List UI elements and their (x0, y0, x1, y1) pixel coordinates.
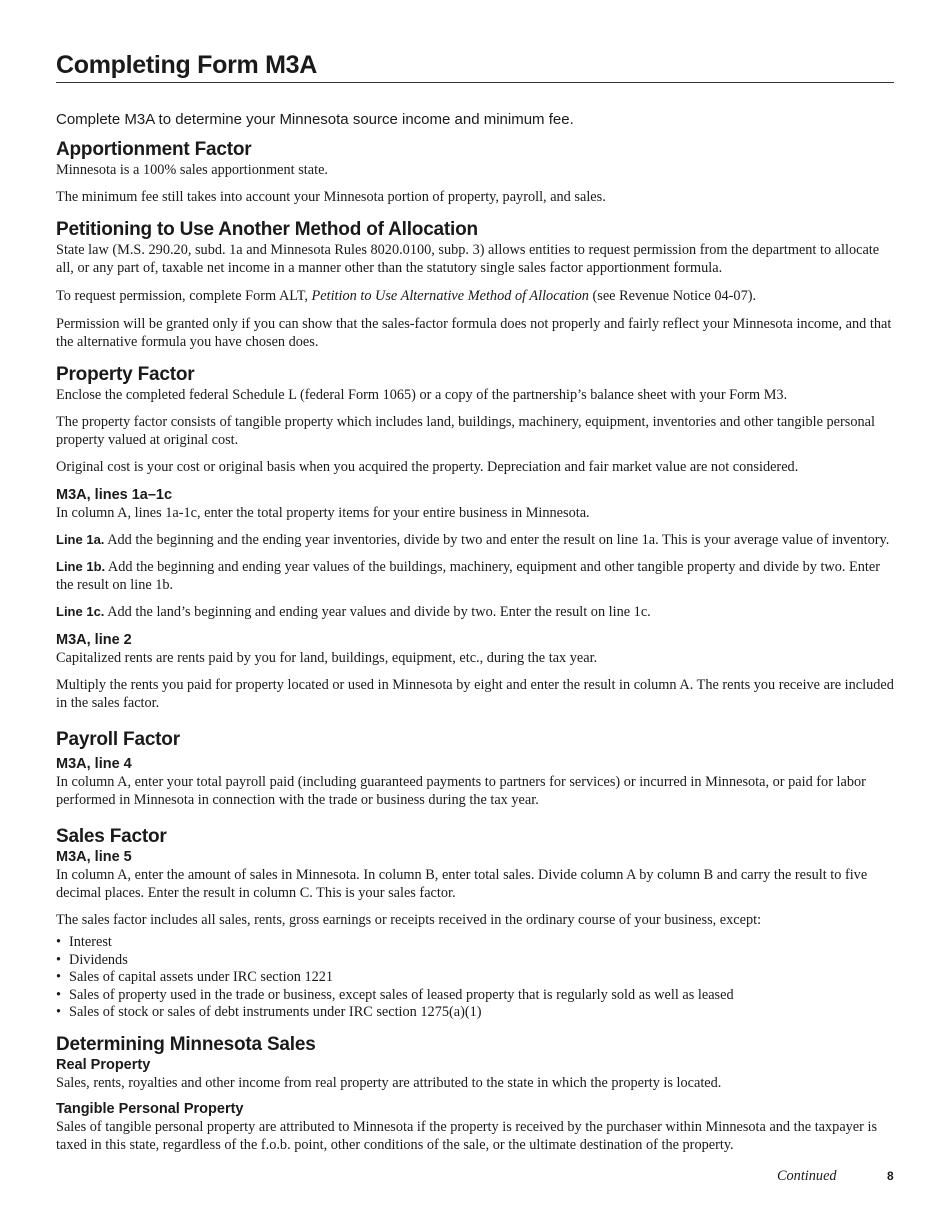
line-5-p2: The sales factor includes all sales, rents, gross earnings or receipts received in the ordinary course of your business, except: (56, 912, 762, 928)
property-p3: Original cost is your cost or original basis when you acquired the property. Depreciation and fair market value are not considered. (56, 459, 799, 475)
title-rule (56, 82, 894, 83)
lines-1a-1c-heading: M3A, lines 1a–1c (56, 487, 173, 503)
continued-label: Continued (777, 1168, 837, 1184)
list-item: • Dividends (56, 952, 894, 970)
page-number: 8 (887, 1169, 894, 1183)
page-title: Completing Form M3A (56, 51, 317, 79)
lines-1a-1c-text: In column A, lines 1a-1c, enter the total property items for your entire business in Minnesota. (56, 505, 590, 521)
petitioning-p3: Permission will be granted only if you can show that the sales-factor formula does not properly and fairly reflect your Minnesota income, and that the alternative formula you have chosen does. (56, 316, 892, 350)
sales-heading: Sales Factor (56, 826, 167, 847)
line-2-heading: M3A, line 2 (56, 632, 132, 648)
determining-heading: Determining Minnesota Sales (56, 1033, 316, 1055)
real-property-heading: Real Property (56, 1056, 151, 1073)
payroll-heading: Payroll Factor (56, 729, 180, 750)
document-page (56, 0, 894, 1154)
list-item: • Sales of property used in the trade or business, except sales of leased property that is regularly sold as well as leased (56, 987, 894, 1005)
line-4-heading: M3A, line 4 (56, 756, 132, 772)
petitioning-p2: To request permission, complete Form ALT, Petition to Use Alternative Method of Allocation (see Revenue Notice 04-07). (56, 288, 757, 304)
tangible-property-text: Sales of tangible personal property are attributed to Minnesota if the property is received by the purchaser within Minnesota and the taxpayer is taxed in this state, regardless of the f.o.b. point, other conditions of the sale, or the ultimate destination of the property. (56, 1118, 878, 1153)
list-item: • Sales of stock or sales of debt instruments under IRC section 1275(a)(1) (56, 1004, 894, 1022)
list-item: • Interest (56, 934, 894, 952)
apportionment-heading: Apportionment Factor (56, 139, 252, 160)
real-property-text: Sales, rents, royalties and other income from real property are attributed to the state in which the property is located. (56, 1074, 722, 1091)
property-p1: Enclose the completed federal Schedule L (federal Form 1065) or a copy of the partnership’s balance sheet with your Form M3. (56, 387, 788, 403)
list-item: • Sales of capital assets under IRC section 1221 (56, 969, 894, 987)
line-5-p1: In column A, enter the amount of sales in Minnesota. In column B, enter total sales. Divide column A by column B and carry the result to five decimal places. Enter the result in column C. This is your sales factor. (56, 867, 868, 901)
sales-exceptions-list (56, 934, 894, 1022)
apportionment-p2: The minimum fee still takes into account your Minnesota portion of property, payroll, and sales. (56, 189, 606, 205)
line-2-p1: Capitalized rents are rents paid by you for land, buildings, equipment, etc., during the tax year. (56, 650, 598, 666)
property-p2: The property factor consists of tangible property which includes land, buildings, machinery, equipment, inventories and other tangible personal property valued at original cost. (56, 414, 875, 448)
petitioning-heading: Petitioning to Use Another Method of Allocation (56, 219, 478, 240)
line-4-text: In column A, enter your total payroll paid (including guaranteed payments to partners for services) or incurred in Minnesota, or paid for labor performed in Minnesota in connection with the trade or business during the tax year. (56, 774, 866, 808)
line-1b-text: Line 1b. Add the beginning and ending year values of the buildings, machinery, equipment and other tangible property and divide by two. Enter the result on line 1b. (56, 559, 881, 593)
intro-text: Complete M3A to determine your Minnesota source income and minimum fee. (56, 111, 574, 128)
line-1c-text: Line 1c. Add the land’s beginning and ending year values and divide by two. Enter the result on line 1c. (56, 604, 651, 620)
petitioning-p1: State law (M.S. 290.20, subd. 1a and Minnesota Rules 8020.0100, subp. 3) allows entities to request permission from the department to allocate all, or any part of, taxable net income in a manner other than the statutory single sales factor apportionment formula. (56, 242, 880, 276)
property-heading: Property Factor (56, 364, 195, 385)
apportionment-p1: Minnesota is a 100% sales apportionment state. (56, 162, 328, 178)
line-1a-text: Line 1a. Add the beginning and the ending year inventories, divide by two and enter the result on line 1a. This is your average value of inventory. (56, 532, 890, 548)
tangible-property-heading: Tangible Personal Property (56, 1100, 244, 1117)
line-5-heading: M3A, line 5 (56, 849, 132, 865)
line-2-p2: Multiply the rents you paid for property located or used in Minnesota by eight and enter the result in column A. The rents you receive are included in the sales factor. (56, 677, 894, 711)
